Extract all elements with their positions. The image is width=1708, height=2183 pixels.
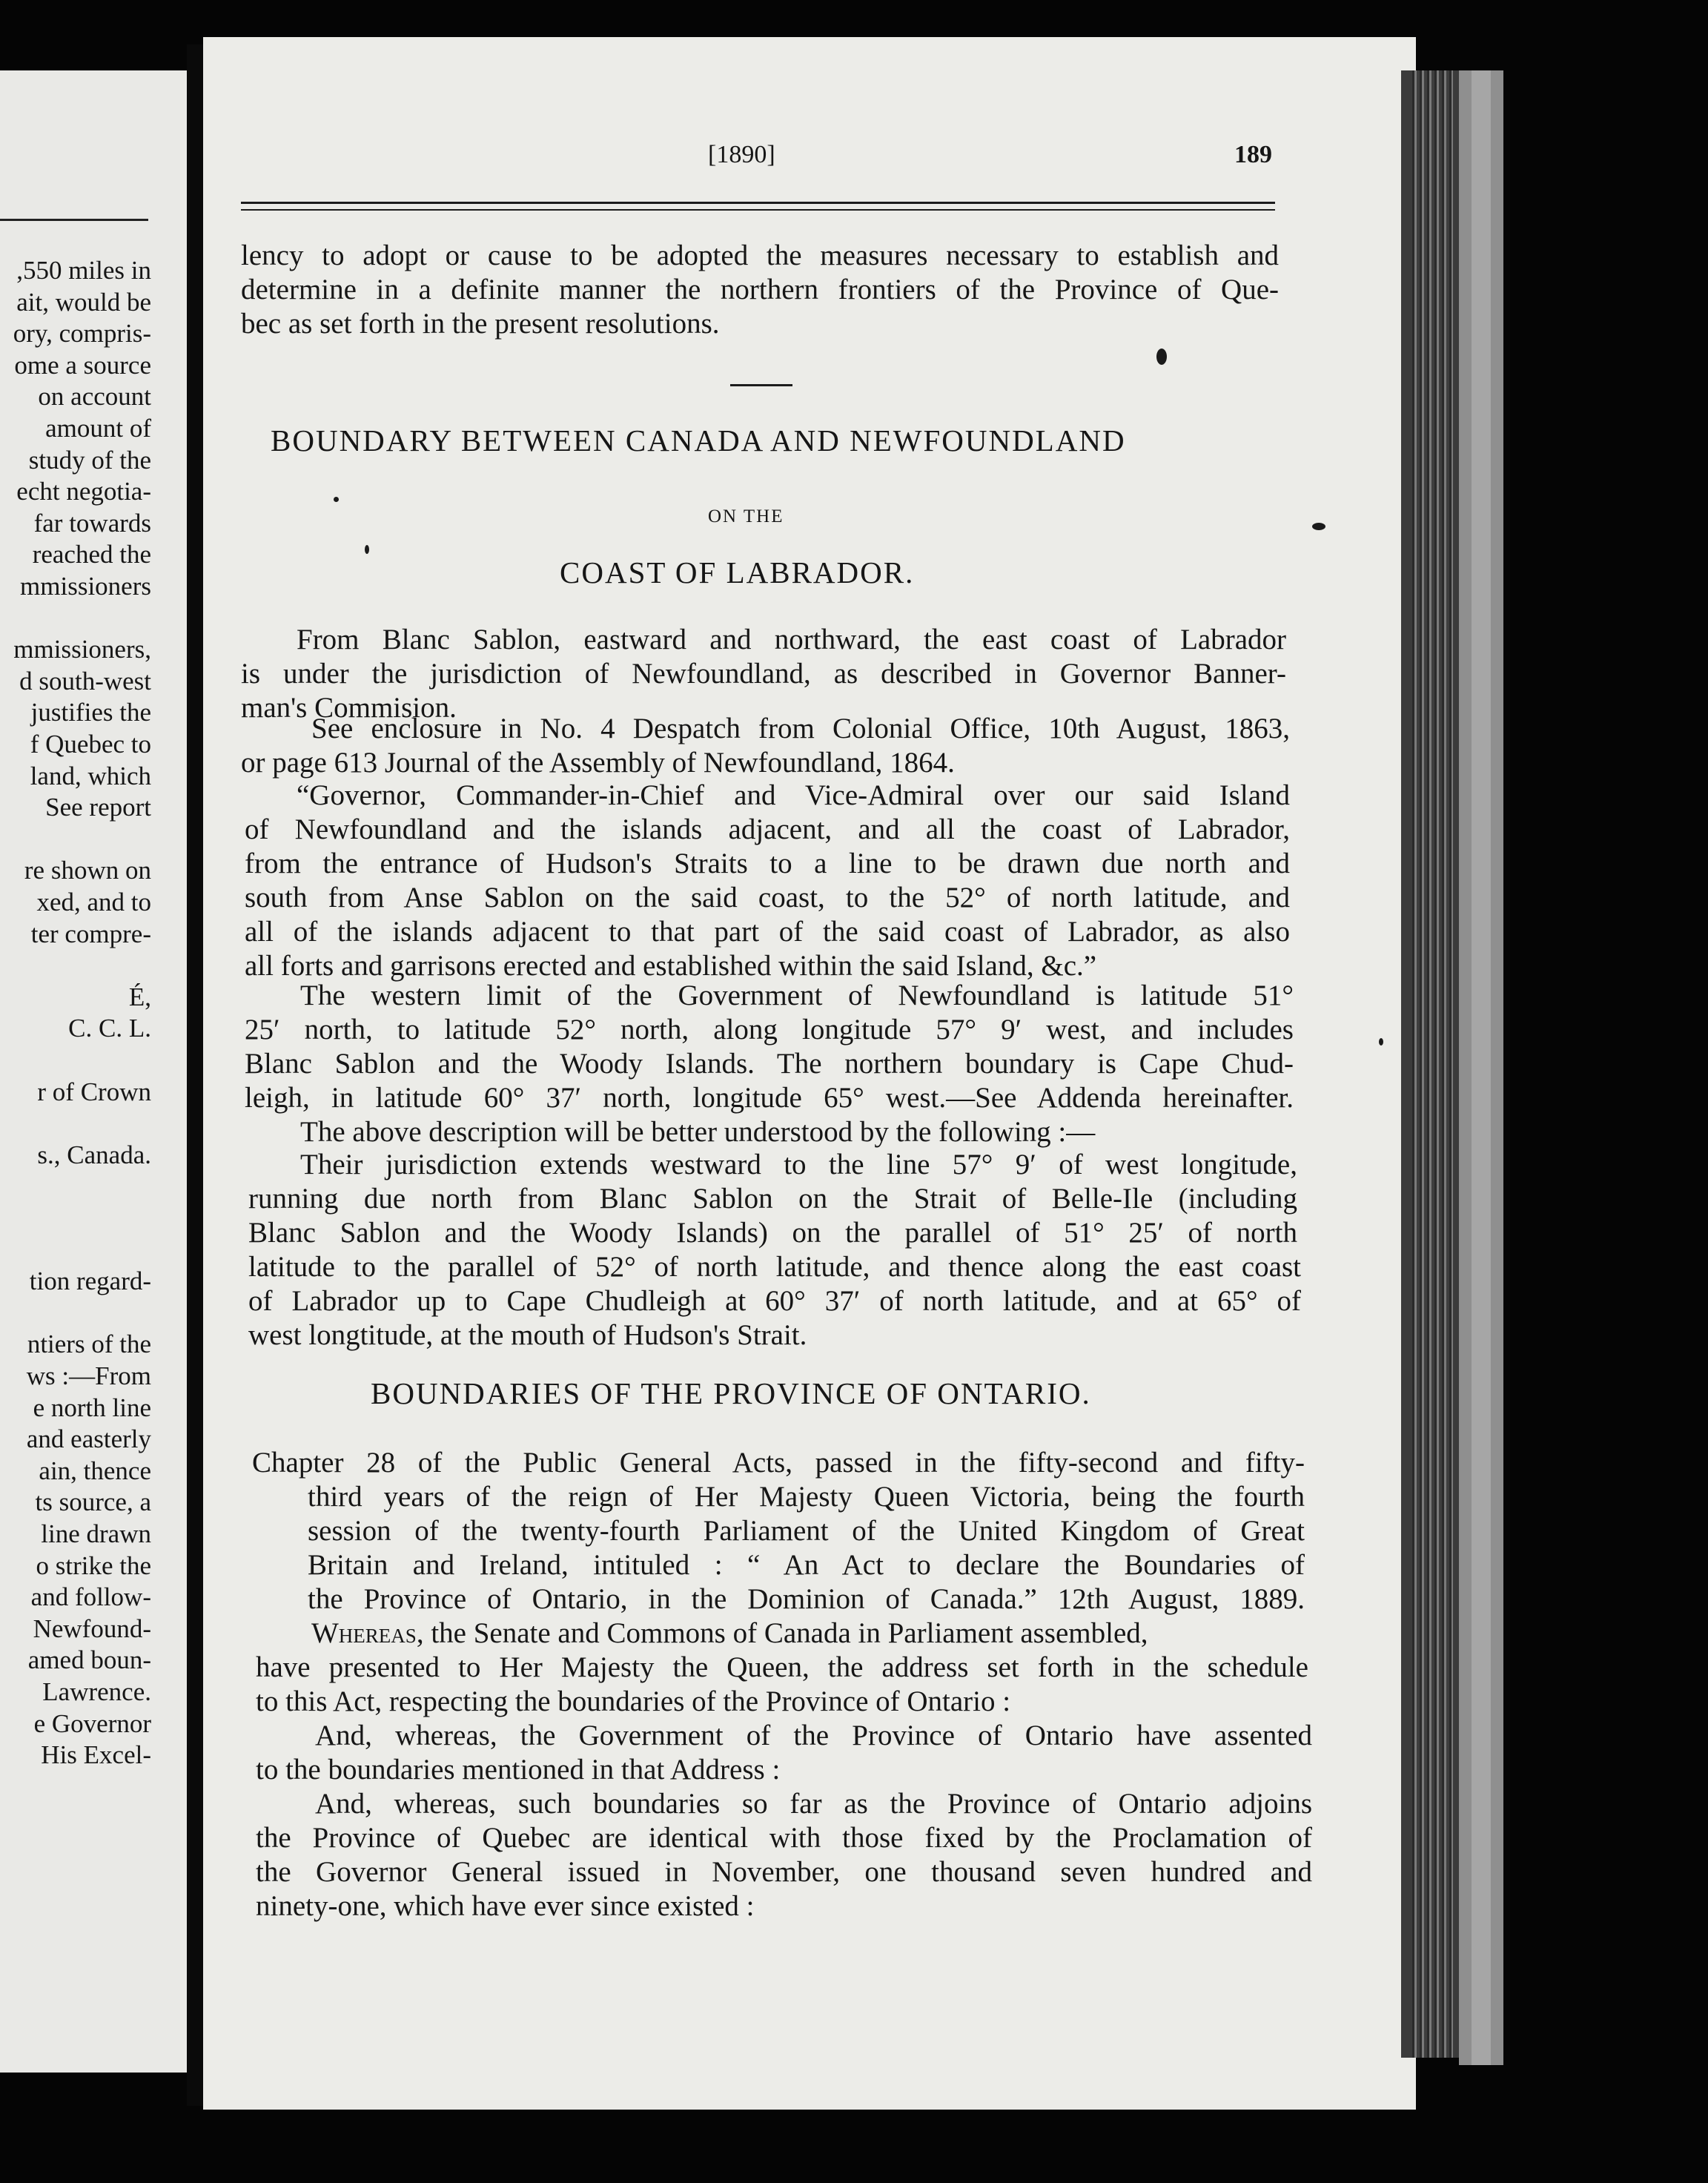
body-line: the Province of Quebec are identical with those fixed by the Proclamation of <box>256 1822 1312 1854</box>
whereas-rest: , the Senate and Commons of Canada in Parliament assembled, <box>416 1617 1148 1649</box>
left-page-line: study of the <box>28 445 151 475</box>
left-page-line: e Governor <box>33 1708 151 1738</box>
scan-mark <box>1312 523 1325 530</box>
left-page-line: and easterly <box>26 1424 151 1454</box>
left-page-rule <box>0 219 148 221</box>
body-line: The above description will be better understood by the following :— <box>300 1116 1096 1148</box>
left-page-line: ory, compris- <box>13 319 151 349</box>
body-line: is under the jurisdiction of Newfoundland, as described in Governor Banner- <box>241 658 1286 690</box>
act-line: the Province of Ontario, in the Dominion of Canada.” 12th August, 1889. <box>308 1583 1305 1615</box>
body-line: 25′ north, to latitude 52° north, along longitude 57° 9′ west, and includes <box>245 1014 1294 1046</box>
left-page-line: justifies the <box>30 698 151 727</box>
body-line: The western limit of the Government of Newfoundland is latitude 51° <box>300 980 1294 1011</box>
left-page-line: reached the <box>32 540 151 569</box>
left-page-line: Newfound- <box>33 1614 151 1643</box>
continuation-line: bec as set forth in the present resolutions. <box>241 308 720 340</box>
body-line: latitude to the parallel of 52° of north latitude, and thence along the east coast <box>248 1251 1301 1283</box>
act-line: Chapter 28 of the Public General Acts, passed in the fifty-second and fifty- <box>252 1447 1305 1479</box>
continuation-line: lency to adopt or cause to be adopted the measures necessary to establish and <box>241 240 1279 271</box>
left-page-line: and follow- <box>30 1582 151 1612</box>
body-line: Blanc Sablon and the Woody Islands) on the parallel of 51° 25′ of north <box>248 1217 1297 1249</box>
page-edge-stack <box>1412 70 1453 2058</box>
left-page-line: ,550 miles in <box>16 256 151 285</box>
left-page-fragment <box>0 70 187 2073</box>
body-line: Blanc Sablon and the Woody Islands. The northern boundary is Cape Chud- <box>245 1048 1294 1080</box>
body-line: of Labrador up to Cape Chudleigh at 60° 37′ of north latitude, and at 65° of <box>248 1285 1301 1317</box>
body-line: running due north from Blanc Sablon on the Strait of Belle-Ile (including <box>248 1183 1297 1215</box>
body-line: all of the islands adjacent to that part of the said coast of Labrador, as also <box>245 916 1290 948</box>
left-page-line: ome a source <box>14 350 151 380</box>
whereas-lead: Whereas <box>311 1617 417 1649</box>
left-page-line: s., Canada. <box>37 1140 151 1169</box>
left-page-line: ait, would be <box>16 287 151 317</box>
act-line: Britain and Ireland, intituled : “ An Act to declare the Boundaries of <box>308 1549 1305 1581</box>
cover-edge-highlight <box>1472 70 1491 2065</box>
left-page-line: ain, thence <box>39 1456 151 1485</box>
left-page-line: tion regard- <box>29 1266 151 1296</box>
body-line: west longtitude, at the mouth of Hudson's Strait. <box>248 1319 807 1351</box>
body-line: From Blanc Sablon, eastward and northward, the east coast of Labrador <box>297 624 1286 655</box>
left-page-line: far towards <box>33 508 151 538</box>
running-head-year: [1890] <box>708 141 775 168</box>
left-page-line: His Excel- <box>41 1740 151 1770</box>
left-page-line: Lawrence. <box>42 1677 151 1706</box>
section-heading-newfoundland: BOUNDARY BETWEEN CANADA AND NEWFOUNDLAND <box>271 423 1126 458</box>
left-page-line: echt negotia- <box>16 477 151 506</box>
left-page-line: amed boun- <box>27 1645 151 1675</box>
left-page-line: ter compre- <box>30 919 151 948</box>
left-page-line: re shown on <box>24 856 151 885</box>
body-line: man's Commision. <box>241 692 457 724</box>
left-page-line: f Quebec to <box>30 730 151 759</box>
whereas-line <box>311 1616 1148 1651</box>
header-rule-thin <box>241 209 1275 211</box>
left-page-line: ntiers of the <box>27 1330 151 1359</box>
left-page-line: amount of <box>45 414 151 443</box>
body-line: the Governor General issued in November, one thousand seven hundred and <box>256 1856 1312 1888</box>
left-page-line: See report <box>45 793 151 822</box>
body-line: leigh, in latitude 60° 37′ north, longitude 65° west.—See Addenda hereinafter. <box>245 1082 1294 1114</box>
body-line: ninety-one, which have ever since existed : <box>256 1890 755 1922</box>
body-line: Their jurisdiction extends westward to the line 57° 9′ of west longitude, <box>300 1149 1297 1180</box>
body-line: all forts and garrisons erected and established within the said Island, &c.” <box>245 950 1097 982</box>
continuation-line: determine in a definite manner the northern frontiers of the Province of Que- <box>241 274 1279 306</box>
section-separator <box>730 384 792 386</box>
body-line: “Governor, Commander-in-Chief and Vice-Admiral over our said Island <box>297 779 1290 811</box>
body-line: or page 613 Journal of the Assembly of Newfoundland, 1864. <box>241 747 955 779</box>
section-on-the: ON THE <box>708 506 784 526</box>
body-line: to the boundaries mentioned in that Address : <box>256 1754 781 1786</box>
header-rule <box>241 202 1275 204</box>
left-page-line: É, <box>128 982 151 1011</box>
body-line: south from Anse Sablon on the said coast, to the 52° of north latitude, and <box>245 882 1290 914</box>
left-page-line: ws :—From <box>26 1361 151 1390</box>
body-line: And, whereas, the Government of the Province of Ontario have assented <box>315 1720 1312 1751</box>
left-page-line: ts source, a <box>35 1487 151 1517</box>
left-page-line: xed, and to <box>36 888 151 917</box>
left-page-line: mmissioners, <box>13 635 151 664</box>
left-page-line: line drawn <box>41 1519 151 1548</box>
left-page-line: C. C. L. <box>68 1014 151 1043</box>
body-line: to this Act, respecting the boundaries of the Province of Ontario : <box>256 1685 1011 1717</box>
body-line: of Newfoundland and the islands adjacent, and all the coast of Labrador, <box>245 813 1290 845</box>
scan-mark <box>365 545 369 554</box>
scan-mark <box>1379 1038 1383 1046</box>
section-heading-ontario: BOUNDARIES OF THE PROVINCE OF ONTARIO. <box>371 1376 1091 1410</box>
left-page-line: mmissioners <box>20 572 151 601</box>
page-number: 189 <box>1234 141 1272 168</box>
body-line: And, whereas, such boundaries so far as the Province of Ontario adjoins <box>315 1788 1312 1820</box>
body-line: See enclosure in No. 4 Despatch from Colonial Office, 10th August, 1863, <box>311 713 1290 744</box>
scan-mark <box>334 497 339 502</box>
body-line: from the entrance of Hudson's Straits to a line to be drawn due north and <box>245 848 1290 879</box>
left-page-line: r of Crown <box>37 1077 151 1106</box>
left-page-line: d south-west <box>19 666 151 696</box>
left-page-line: land, which <box>30 761 151 790</box>
act-line: session of the twenty-fourth Parliament of the United Kingdom of Great <box>308 1515 1305 1547</box>
left-page-line: e north line <box>33 1393 151 1422</box>
book-gutter <box>187 44 203 2106</box>
section-subheading-labrador: COAST OF LABRADOR. <box>560 555 915 589</box>
left-page-line: on account <box>38 382 151 412</box>
act-line: third years of the reign of Her Majesty Queen Victoria, being the fourth <box>308 1481 1305 1513</box>
body-line: have presented to Her Majesty the Queen, the address set forth in the schedule <box>256 1651 1308 1683</box>
scan-mark <box>1156 349 1167 365</box>
left-page-line: o strike the <box>36 1550 151 1580</box>
